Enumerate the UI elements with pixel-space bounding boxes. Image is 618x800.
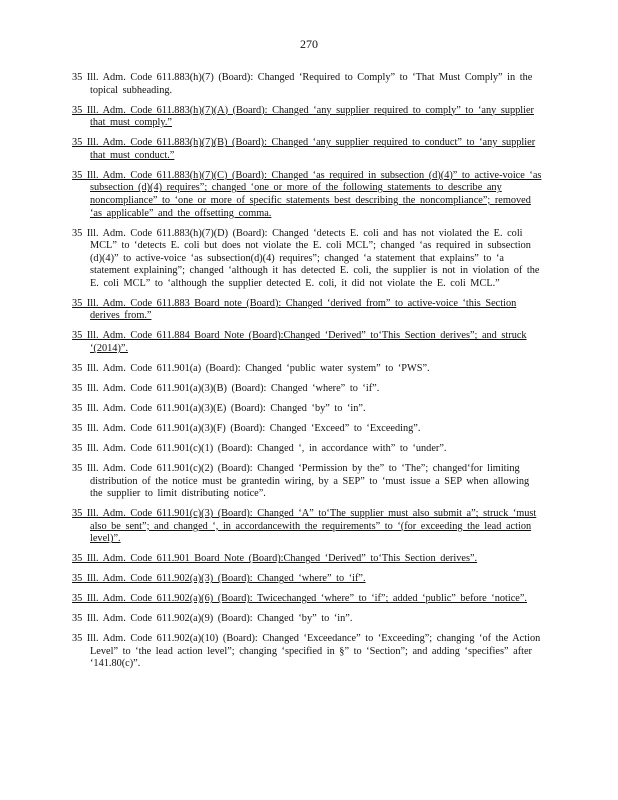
list-item: 35 Ill. Adm. Code 611.901(a)(3)(E) (Board): Changed ‘by” to ‘in”. [72,402,366,414]
list-item: 35 Ill. Adm. Code 611.902(a)(9) (Board): Changed ‘by” to ‘in”. [72,613,353,625]
list-item: 35 Ill. Adm. Code 611.902(a)(3) (Board): Changed ‘where” to ‘if”. [72,573,366,585]
list-item: 35 Ill. Adm. Code 611.901(c)(1) (Board): Changed ‘, in accordance with” to ‘under”. [72,442,447,454]
change-list [72,72,542,678]
list-item: 35 Ill. Adm. Code 611.901(a) (Board): Changed ‘public water system” to ‘PWS”. [72,363,430,375]
list-item: 35 Ill. Adm. Code 611.883 Board note (Board): Changed ‘derived from” to active-voice ‘this Section derives from.” [72,297,517,322]
list-item: 35 Ill. Adm. Code 611.883(h)(7) (Board): Changed ‘Required to Comply” to ‘That Must Comply” in the topical subheading. [72,72,533,96]
list-item: 35 Ill. Adm. Code 611.901 Board Note (Board):Changed ‘Derived” to‘This Section derives”. [72,553,478,565]
list-item: 35 Ill. Adm. Code 611.883(h)(7)(C) (Board): Changed ‘as required in subsection (d)(4)” to active-voice ‘as subsection (d)(4) requires”; changed ‘one or more of the following statements to describe any noncompliance” to ‘one or more of specific statements best describing the noncompliance”; removed ‘as applicable” and the offsetting comma. [72,169,542,219]
list-item: 35 Ill. Adm. Code 611.901(c)(3) (Board): Changed ‘A” to‘The supplier must also submit a”; struck ‘must also be sent”; and changed ‘, in accordancewith the requirements” to ‘(for exceeding the lead action level)”. [72,508,537,545]
list-item: 35 Ill. Adm. Code 611.883(h)(7)(A) (Board): Changed ‘any supplier required to comply” to ‘any supplier that must comply.” [72,104,534,129]
page-number: 270 [300,37,318,51]
list-item: 35 Ill. Adm. Code 611.902(a)(6) (Board): Twicechanged ‘where” to ‘if”; added ‘public” before ‘notice”. [72,593,528,605]
list-item: 35 Ill. Adm. Code 611.901(c)(2) (Board): Changed ‘Permission by the” to ‘The”; changed‘for limiting distribution of the notice must be grantedin wiring, by a SEP” to ‘must issue a SEP when allowing the supplier to limit distributing notice”. [72,462,530,500]
list-item: 35 Ill. Adm. Code 611.883(h)(7)(D) (Board): Changed ‘detects E. coli and has not violated the E. coli MCL” to ‘detects E. coli but does not violate the E. coli MCL”; changed ‘as required in subsection (d)(4)” to active-voice ‘as subsection(d)(4) requires”; changed ‘a statement that explains” to ‘a statement explaining”; changed ‘although it has detected E. coli, the supplier is not in violation of the E. coli MCL” to ‘although the supplier detected E. coli, it did not violate the E. coli MCL.” [72,227,540,289]
list-item: 35 Ill. Adm. Code 611.902(a)(10) (Board): Changed ‘Exceedance” to ‘Exceeding”; changing ‘of the Action Level” to ‘the lead action level”; changing ‘specified in §” to ‘Section”; and adding ‘specifies” after ‘141.80(c)”. [72,633,541,670]
list-item: 35 Ill. Adm. Code 611.884 Board Note (Board):Changed ‘Derived” to‘This Section derives”; and struck ‘(2014)”. [72,330,527,355]
list-item: 35 Ill. Adm. Code 611.901(a)(3)(F) (Board): Changed ‘Exceed” to ‘Exceeding”. [72,422,421,434]
list-item: 35 Ill. Adm. Code 611.883(h)(7)(B) (Board): Changed ‘any supplier required to conduct” to ‘any supplier that must conduct.” [72,137,536,161]
list-item: 35 Ill. Adm. Code 611.901(a)(3)(B) (Board): Changed ‘where” to ‘if”. [72,383,380,394]
